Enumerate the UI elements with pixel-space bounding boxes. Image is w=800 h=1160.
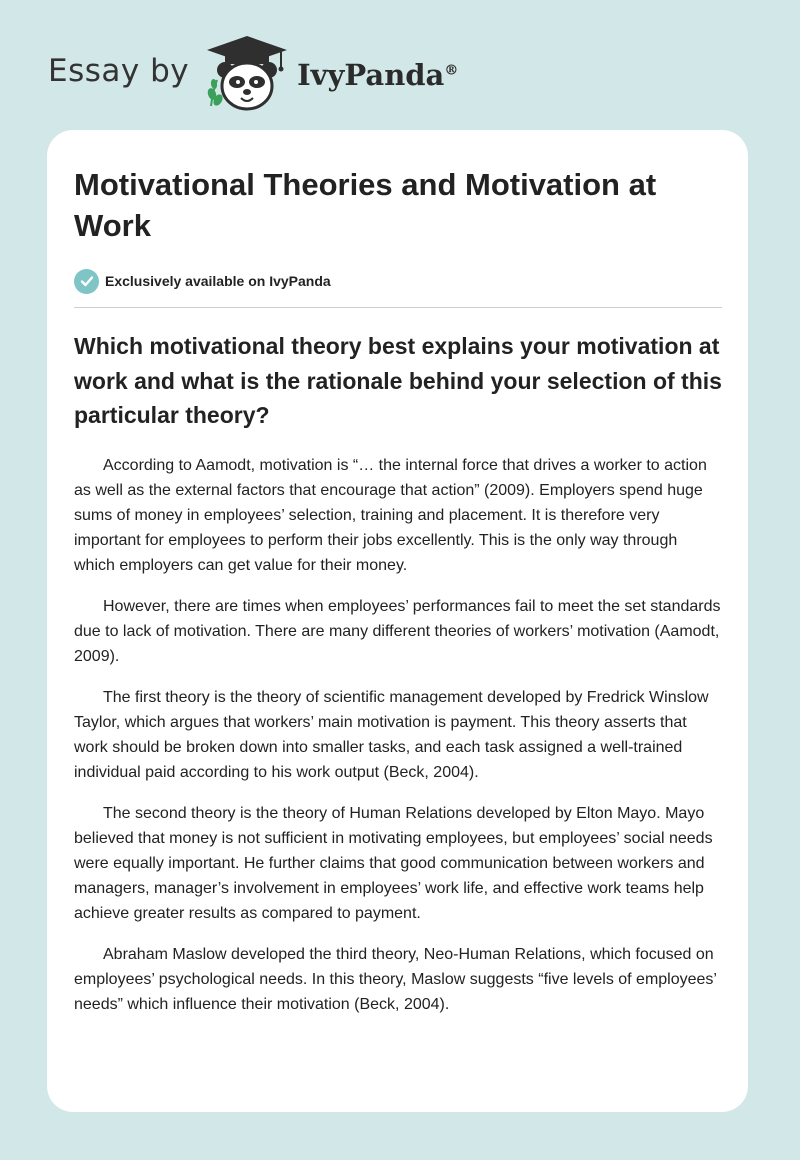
site-header — [48, 34, 458, 114]
paragraph: The second theory is the theory of Human Relations developed by Elton Mayo. Mayo believed that money is not sufficient in motivating employees, but employees’ social needs were equally important. He further claims that good communication between workers and managers, manager’s involvement in employees’ work life, and effective work teams help achieve greater results as compared to payment. — [74, 804, 713, 922]
section-heading: Which motivational theory best explains your motivation at work and what is the rationale behind your selection of this particular theory? — [74, 333, 722, 428]
checkmark-icon — [74, 269, 99, 294]
paragraph: However, there are times when employees’ performances fail to meet the set standards due to lack of motivation. There are many different theories of workers’ motivation (Aamodt, 2009). — [74, 597, 721, 665]
essay-card — [47, 130, 748, 1112]
divider — [74, 307, 722, 308]
exclusive-badge-label: Exclusively available on IvyPanda — [105, 273, 331, 289]
paragraph: Abraham Maslow developed the third theory, Neo-Human Relations, which focused on employees’ psychological needs. In this theory, Maslow suggests “five levels of employees’ needs” which influence their motivation (Beck, 2004). — [74, 945, 717, 1013]
paragraph: According to Aamodt, motivation is “… the internal force that drives a worker to action as well as the external factors that encourage that action” (2009). Employers spend huge sums of money in employees’ selection, training and placement. It is therefore very important for employees to perform their jobs excellently. This is the only way through which employers can get value for their money. — [74, 456, 707, 574]
brand-name[interactable]: IvyPanda® — [297, 58, 459, 92]
essay-by-label: Essay by — [48, 53, 190, 89]
paragraph: The first theory is the theory of scientific management developed by Fredrick Winslow Taylor, which argues that workers’ main motivation is payment. This theory asserts that work should be broken down into smaller tasks, and each task assigned a well-trained individual paid according to his work output (Beck, 2004). — [74, 688, 709, 781]
essay-title: Motivational Theories and Motivation at Work — [74, 167, 657, 243]
exclusive-badge — [74, 268, 722, 294]
panda-logo-icon[interactable] — [203, 34, 291, 114]
registered-mark: ® — [444, 62, 459, 79]
